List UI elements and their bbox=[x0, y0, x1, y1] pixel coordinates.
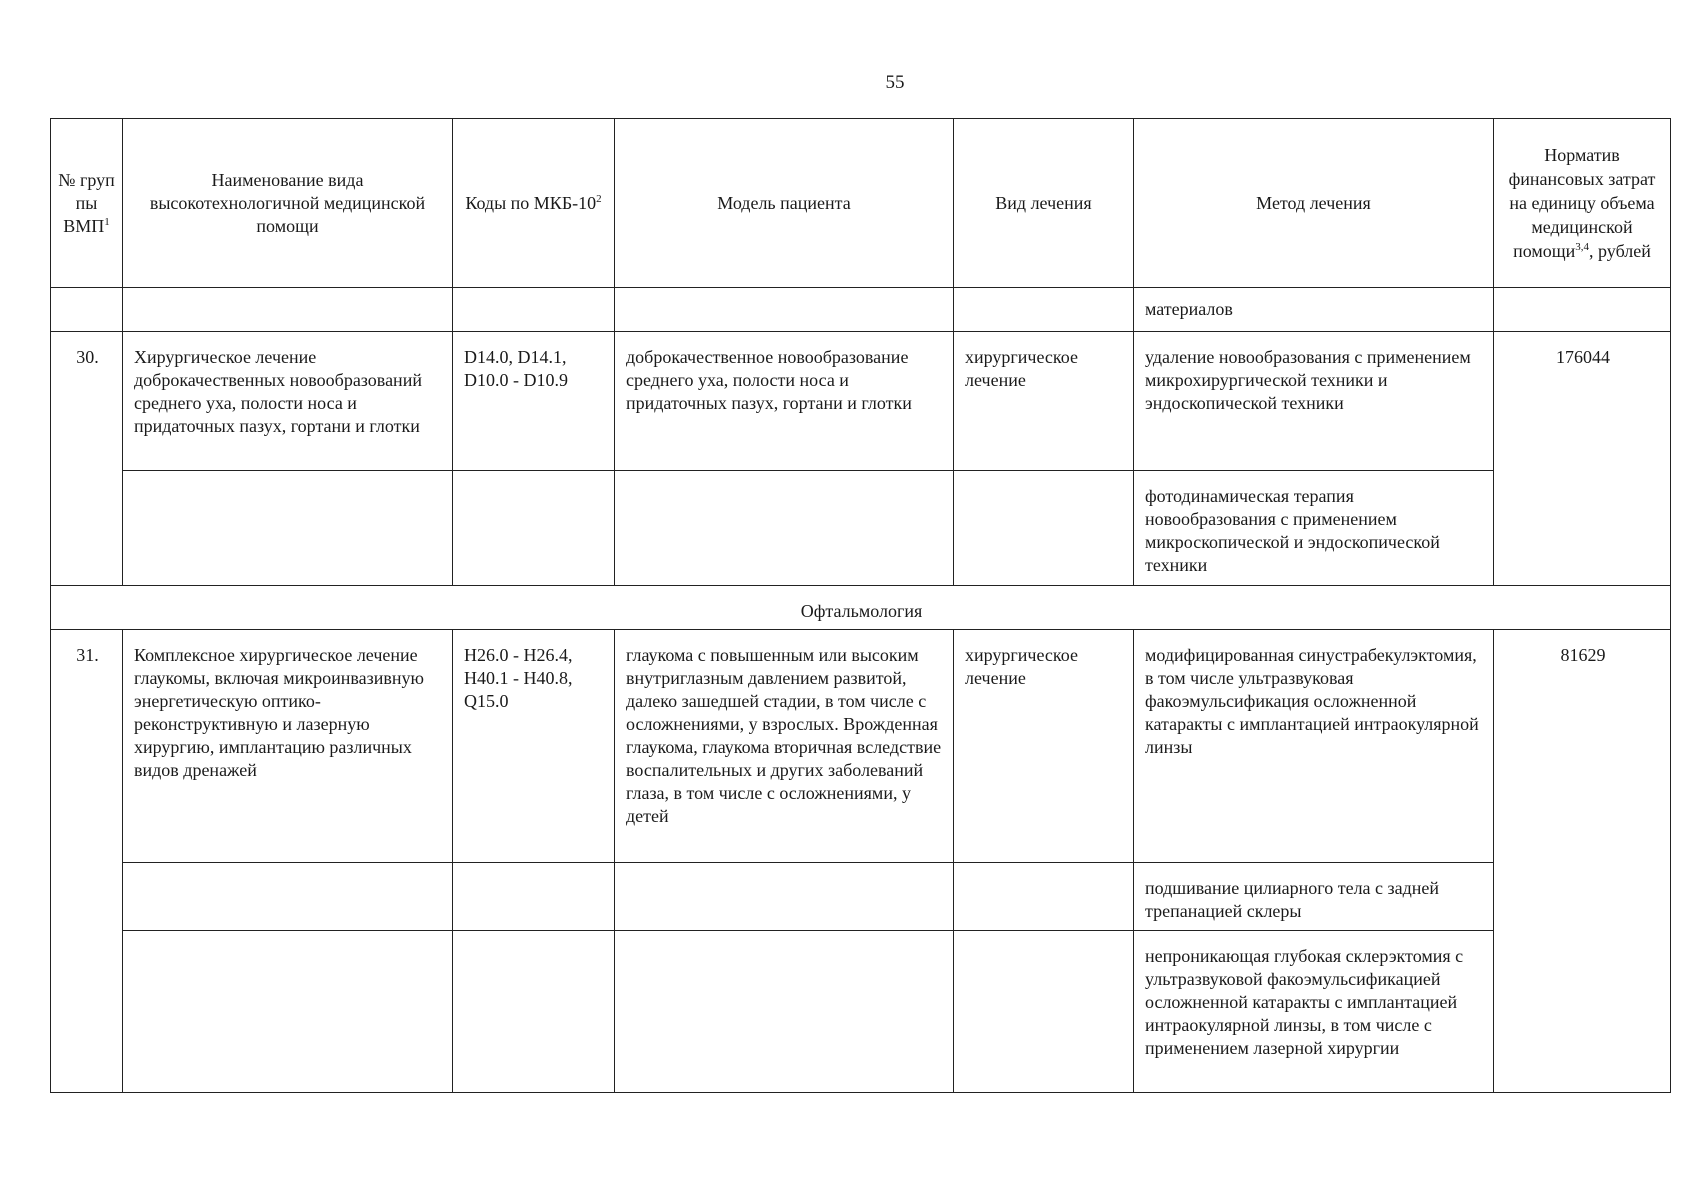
treatment-type-cell: хирургическое лечение bbox=[954, 630, 1134, 863]
table-row bbox=[51, 471, 1671, 586]
method-cell: удаление новообразования с применением микрохирургической техники и эндоскопической техники bbox=[1134, 332, 1494, 471]
header-icd-codes: Коды по МКБ-$10^2$ bbox=[453, 119, 615, 288]
method-cell: фотодинамическая терапия новообразования с применением микроскопической и эндоскопической техники bbox=[1134, 471, 1494, 586]
group-number: 30. bbox=[51, 332, 123, 586]
method-cell: подшивание цилиарного тела с задней трепанацией склеры bbox=[1134, 863, 1494, 931]
vmp-table bbox=[50, 118, 1671, 1093]
header-treatment-type: Вид лечения bbox=[954, 119, 1134, 288]
method-cell: модифицированная синустрабекулэктомия, в том числе ультразвуковая факоэмульсификация осложненной катаракты с имплантацией интраокулярной линзы bbox=[1134, 630, 1494, 863]
norm-cell: 176044 bbox=[1494, 332, 1671, 586]
patient-model-cell: доброкачественное новообразование среднего уха, полости носа и придаточных пазух, гортани и глотки bbox=[615, 332, 954, 471]
header-group-no: № груп пы ВМП$^1$ bbox=[51, 119, 123, 288]
section-row bbox=[51, 586, 1671, 630]
header-norm: Норматив финансовых затрат на единицу объема медицинской помощи$^{3,4}$, рублей bbox=[1494, 119, 1671, 288]
method-cell: непроникающая глубокая склерэктомия с ультразвуковой факоэмульсификацией осложненной катаракты с имплантацией интраокулярной линзы, в том числе с применением лазерной хирургии bbox=[1134, 931, 1494, 1093]
method-cell: материалов bbox=[1134, 288, 1494, 332]
treatment-type-cell: хирургическое лечение bbox=[954, 332, 1134, 471]
norm-cell: 81629 bbox=[1494, 630, 1671, 1093]
header-treatment-method: Метод лечения bbox=[1134, 119, 1494, 288]
table-header-row bbox=[51, 119, 1671, 288]
icd-codes-cell: H26.0 - H26.4, H40.1 - H40.8, Q15.0 bbox=[453, 630, 615, 863]
table-row bbox=[51, 630, 1671, 863]
table-row bbox=[51, 931, 1671, 1093]
table-row bbox=[51, 863, 1671, 931]
table-row bbox=[51, 332, 1671, 471]
continuation-row bbox=[51, 288, 1671, 332]
header-name: Наименование вида высокотехнологичной медицинской помощи bbox=[123, 119, 453, 288]
vmp-name-cell: Хирургическое лечение доброкачественных новообразований среднего уха, полости носа и придаточных пазух, гортани и глотки bbox=[123, 332, 453, 471]
patient-model-cell: глаукома с повышенным или высоким внутриглазным давлением развитой, далеко зашедшей стадии, в том числе с осложнениями, у взрослых. Врожденная глаукома, глаукома вторичная вследствие воспалительных и других заболеваний глаза, в том числе с осложнениями, у детей bbox=[615, 630, 954, 863]
section-title: Офтальмология bbox=[51, 586, 1671, 630]
header-patient-model: Модель пациента bbox=[615, 119, 954, 288]
group-number: 31. bbox=[51, 630, 123, 1093]
icd-codes-cell: D14.0, D14.1, D10.0 - D10.9 bbox=[453, 332, 615, 471]
page-number: 55 bbox=[885, 72, 905, 93]
vmp-name-cell: Комплексное хирургическое лечение глаукомы, включая микроинвазивную энергетическую оптико-реконструктивную и лазерную хирургию, имплантацию различных видов дренажей bbox=[123, 630, 453, 863]
